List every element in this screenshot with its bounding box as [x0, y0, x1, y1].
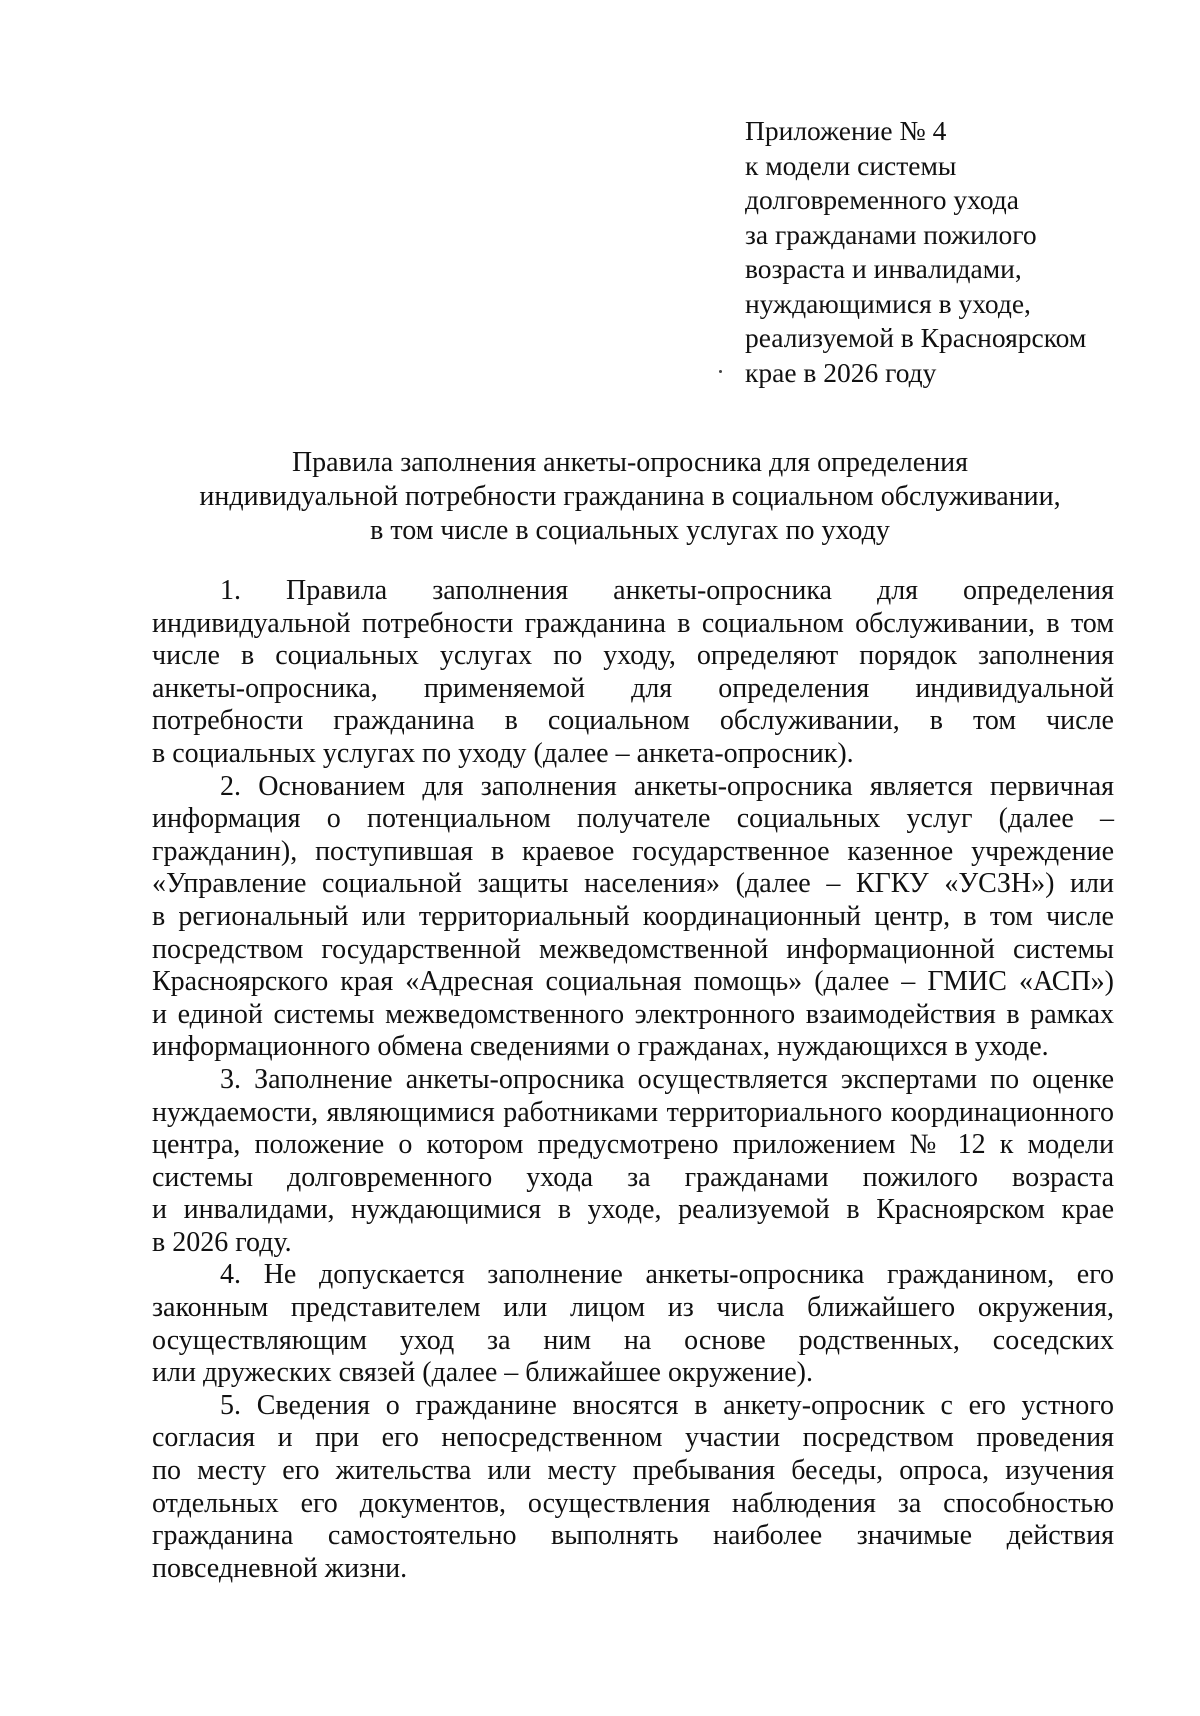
appendix-line: крае в 2026 году — [745, 356, 937, 388]
paragraph-line: системы долговременного ухода за гражданами пожилого возраста — [152, 1161, 1114, 1193]
paragraph-line: центра, положение о котором предусмотрено приложением № 12 к модели — [152, 1129, 1114, 1161]
appendix-line: долговременного ухода — [745, 184, 1020, 215]
paragraph-line: потребности гражданина в социальном обслуживании, в том числе — [152, 705, 1114, 737]
paragraph-line: в социальных услугах по уходу (далее – анкета-опросник). — [152, 737, 854, 769]
paragraph-line: согласия и при его непосредственном участии посредством проведения — [152, 1422, 1114, 1454]
appendix-line: реализуемой в Красноярском — [745, 322, 1087, 353]
paragraph-line: числе в социальных услугах по уходу, определяют порядок заполнения — [152, 640, 1114, 672]
paragraph-2 — [152, 771, 1114, 1064]
paragraph-line: 1. Правила заполнения анкеты-опросника для определения — [220, 575, 1114, 606]
paragraph-line: в региональный или территориальный координационный центр, в том числе — [152, 900, 1114, 932]
title-line: Правила заполнения анкеты-опросника для определения — [291, 447, 969, 478]
appendix-line: нуждающимися в уходе, — [745, 287, 1031, 319]
scan-speck — [719, 370, 722, 373]
document-body — [152, 575, 1114, 1585]
paragraph-line: нуждаемости, являющимися работниками территориального координационного — [152, 1096, 1114, 1128]
paragraph-line: и единой системы межведомственного электронного взаимодействия в рамках — [152, 998, 1114, 1030]
appendix-line: за гражданами пожилого — [745, 218, 1037, 250]
paragraph-line: информационного обмена сведениями о гражданах, нуждающихся в уходе. — [152, 1031, 1049, 1063]
appendix-line: возраста и инвалидами, — [745, 253, 1022, 284]
paragraph-line: Красноярского края «Адресная социальная помощь» (далее – ГМИС «АСП») — [152, 966, 1114, 998]
title-line: в том числе в социальных услугах по уходу — [370, 515, 890, 546]
paragraph-line: гражданина самостоятельно выполнять наиболее значимые действия — [152, 1520, 1114, 1552]
paragraph-line: повседневной жизни. — [152, 1552, 408, 1584]
paragraph-line: «Управление социальной защиты населения» (далее – КГКУ «УСЗН») или — [152, 868, 1114, 900]
title-line: индивидуальной потребности гражданина в социальном обслуживании, — [199, 481, 1061, 512]
paragraph-line: отдельных его документов, осуществления наблюдения за способностью — [152, 1487, 1114, 1519]
appendix-line: Приложение № 4 — [745, 115, 947, 146]
paragraph-line: индивидуальной потребности гражданина в социальном обслуживании, в том — [152, 607, 1114, 639]
paragraph-line: и инвалидами, нуждающимися в уходе, реализуемой в Красноярском крае — [152, 1194, 1114, 1226]
paragraph-line: 3. Заполнение анкеты-опросника осуществляется экспертами по оценке — [220, 1063, 1114, 1095]
paragraph-line: 4. Не допускается заполнение анкеты-опросника гражданином, его — [220, 1259, 1114, 1291]
paragraph-line: гражданин), поступившая в краевое государственное казенное учреждение — [152, 835, 1114, 867]
paragraph-line: 2. Основанием для заполнения анкеты-опросника является первичная — [220, 770, 1114, 802]
paragraph-line: в 2026 году. — [152, 1226, 292, 1258]
paragraph-line: анкеты-опросника, применяемой для определения индивидуальной — [152, 672, 1114, 704]
paragraph-line: по месту его жительства или месту пребывания беседы, опроса, изучения — [152, 1455, 1114, 1487]
appendix-header — [745, 114, 1125, 390]
paragraph-line: или дружеских связей (далее – ближайшее окружение). — [152, 1357, 813, 1389]
paragraph-line: осуществляющим уход за ним на основе родственных, соседских — [152, 1324, 1114, 1356]
paragraph-4 — [152, 1259, 1114, 1389]
paragraph-line: посредством государственной межведомственной информационной системы — [152, 933, 1114, 965]
paragraph-1 — [152, 575, 1114, 771]
paragraph-line: информация о потенциальном получателе социальных услуг (далее – — [152, 803, 1114, 835]
paragraph-3 — [152, 1064, 1114, 1260]
paragraph-line: законным представителем или лицом из числа ближайшего окружения, — [152, 1292, 1114, 1324]
appendix-line: к модели системы — [745, 149, 957, 181]
document-title — [150, 446, 1110, 548]
paragraph-line: 5. Сведения о гражданине вносятся в анкету-опросник с его устного — [220, 1389, 1114, 1421]
paragraph-5 — [152, 1390, 1114, 1586]
